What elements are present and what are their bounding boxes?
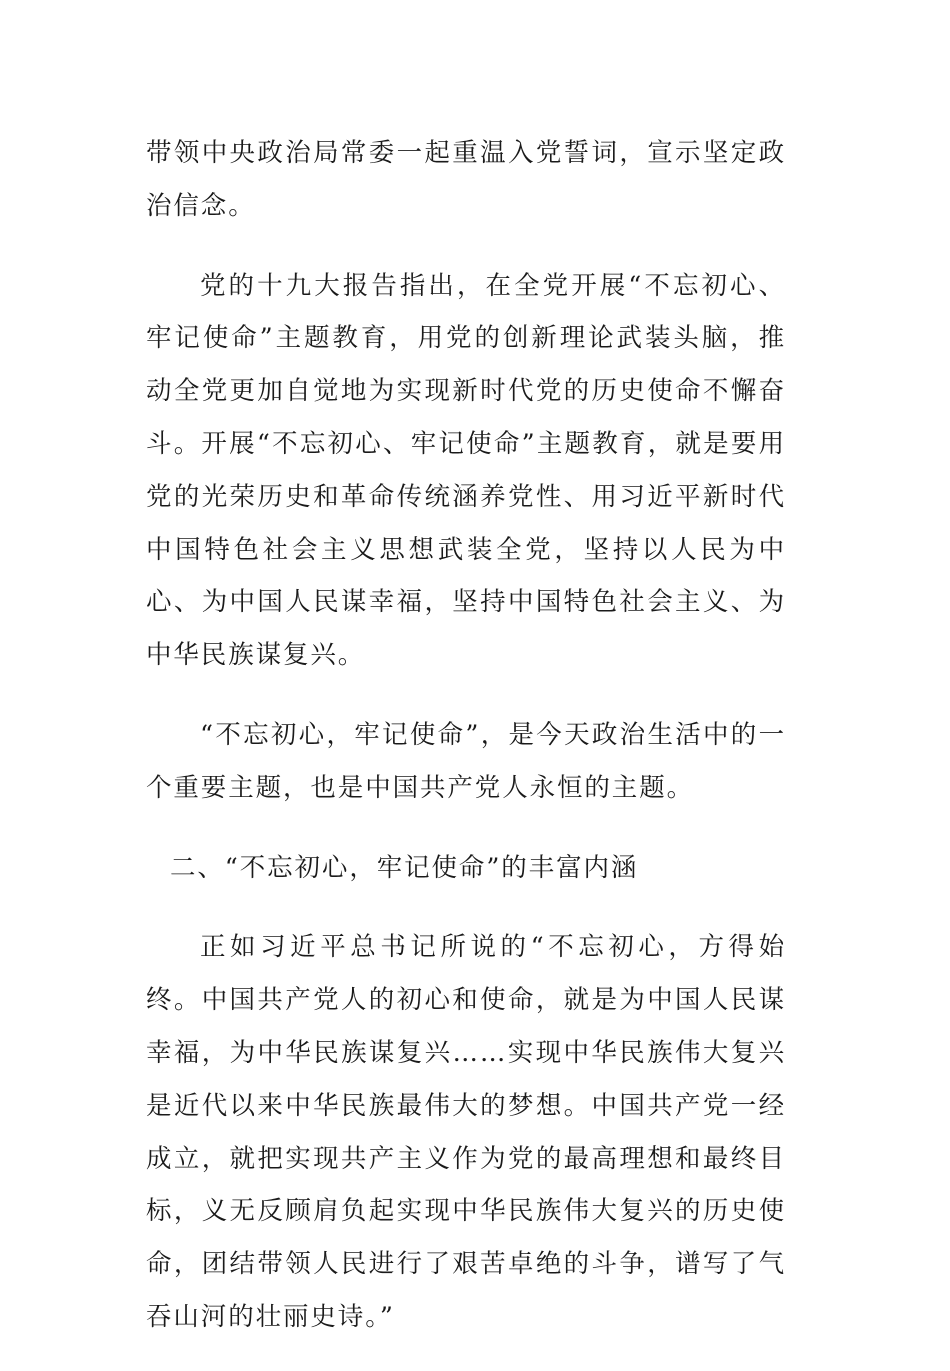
paragraph-theme: “不忘初心，牢记使命”，是今天政治生活中的一个重要主题，也是中国共产党人永恒的主题。 <box>146 719 786 803</box>
section-heading: 二、“不忘初心，牢记使命”的丰富内涵 <box>170 852 639 883</box>
paragraph-continuation: 带领中央政治局常委一起重温入党誓词，宣示坚定政治信念。 <box>146 138 786 221</box>
paragraph-quote: 正如习近平总书记所说的“不忘初心，方得始终。中国共产党人的初心和使命，就是为中国人民谋幸福，为中华民族谋复兴……实现中华民族伟大复兴是近代以来中华民族最伟大的梦想。中国共产党一经成立，就把实现共产主义作为党的最高理想和最终目标，义无反顾肩负起实现中华民族伟大复兴的历史使命，团结带领人民进行了艰苦卓绝的斗争，谱写了气吞山河的壮丽史诗。” <box>146 932 786 1332</box>
document-body <box>146 127 786 1371</box>
paragraph-report: 党的十九大报告指出，在全党开展“不忘初心、牢记使命”主题教育，用党的创新理论武装头脑，推动全党更加自觉地为实现新时代党的历史使命不懈奋斗。开展“不忘初心、牢记使命”主题教育，就是要用党的光荣历史和革命传统涵养党性、用习近平新时代中国特色社会主义思想武装全党，坚持以人民为中心、为中国人民谋幸福，坚持中国特色社会主义、为中华民族谋复兴。 <box>146 270 786 671</box>
